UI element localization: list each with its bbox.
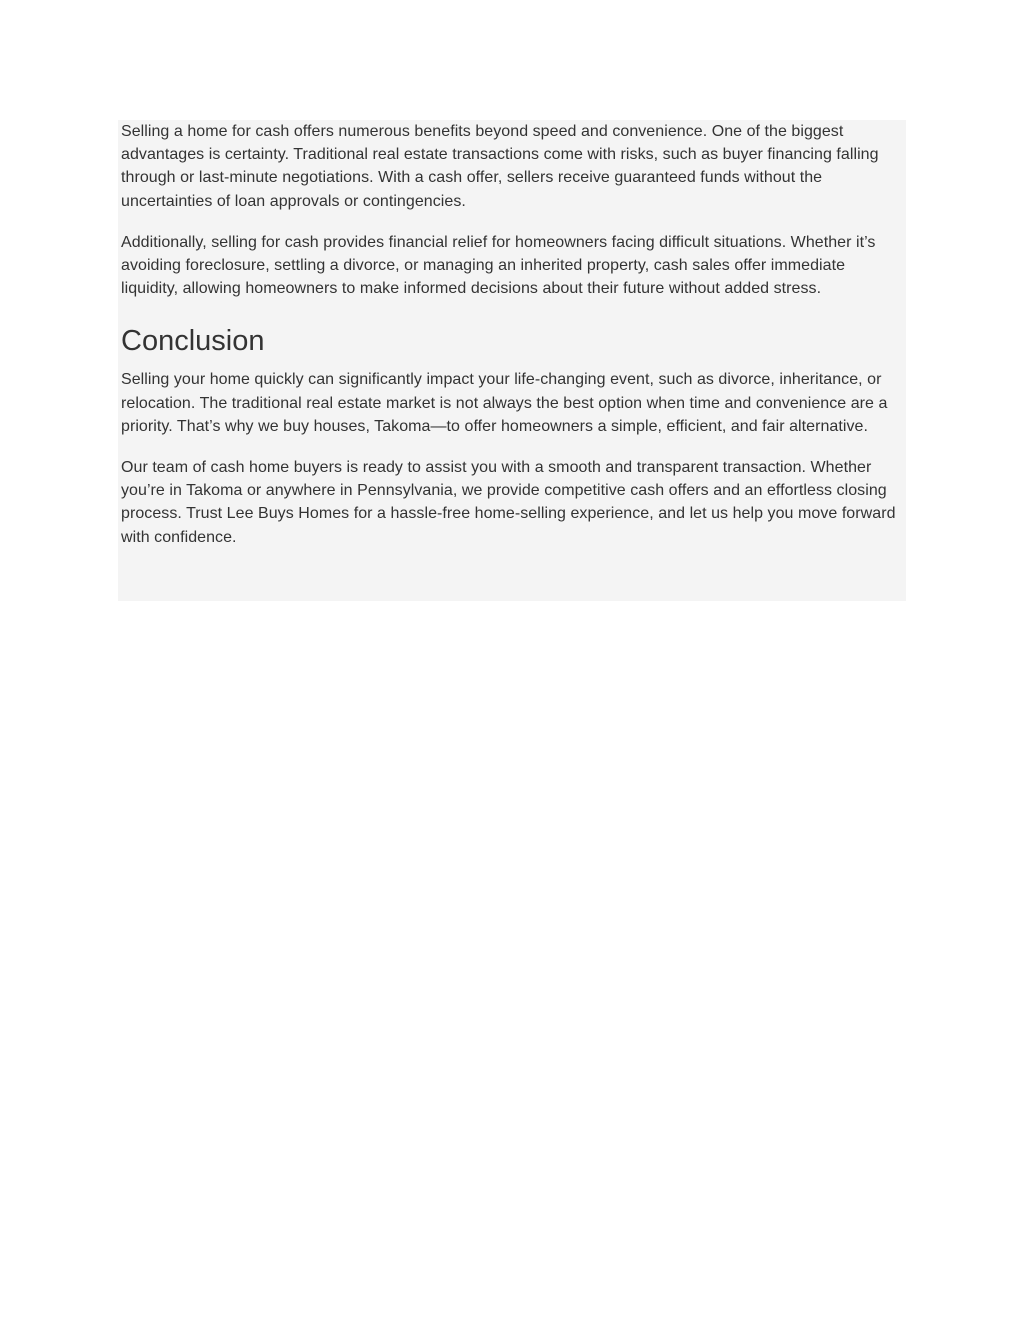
section-heading-conclusion: Conclusion: [121, 325, 265, 358]
article-content-block: [118, 120, 906, 601]
paragraph-financial-relief: Additionally, selling for cash provides financial relief for homeowners facing difficult situations. Whether it’s avoiding foreclosure, settling a divorce, or managing an inherited property, cash sales offer immediate liquidity, allowing homeowners to make informed decisions about their future without added stress.: [121, 233, 876, 298]
paragraph-cash-benefits: Selling a home for cash offers numerous benefits beyond speed and convenience. One of the biggest advantages is certainty. Traditional real estate transactions come with risks, such as buyer financing falling through or last-minute negotiations. With a cash offer, sellers receive guaranteed funds without the uncertainties of loan approvals or contingencies.: [121, 123, 879, 210]
paragraph-conclusion-summary: Selling your home quickly can significantly impact your life-changing event, such as divorce, inheritance, or relocation. The traditional real estate market is not always the best option when time and convenience are a priority. That’s why we buy houses, Takoma—to offer homeowners a simple, efficient, and fair alternative.: [121, 371, 888, 435]
paragraph-team-offer: Our team of cash home buyers is ready to assist you with a smooth and transparent transaction. Whether you’re in Takoma or anywhere in Pennsylvania, we provide competitive cash offers and an effortless closing process. Trust Lee Buys Homes for a hassle-free home-selling experience, and let us help you move forward with confidence.: [121, 459, 896, 546]
